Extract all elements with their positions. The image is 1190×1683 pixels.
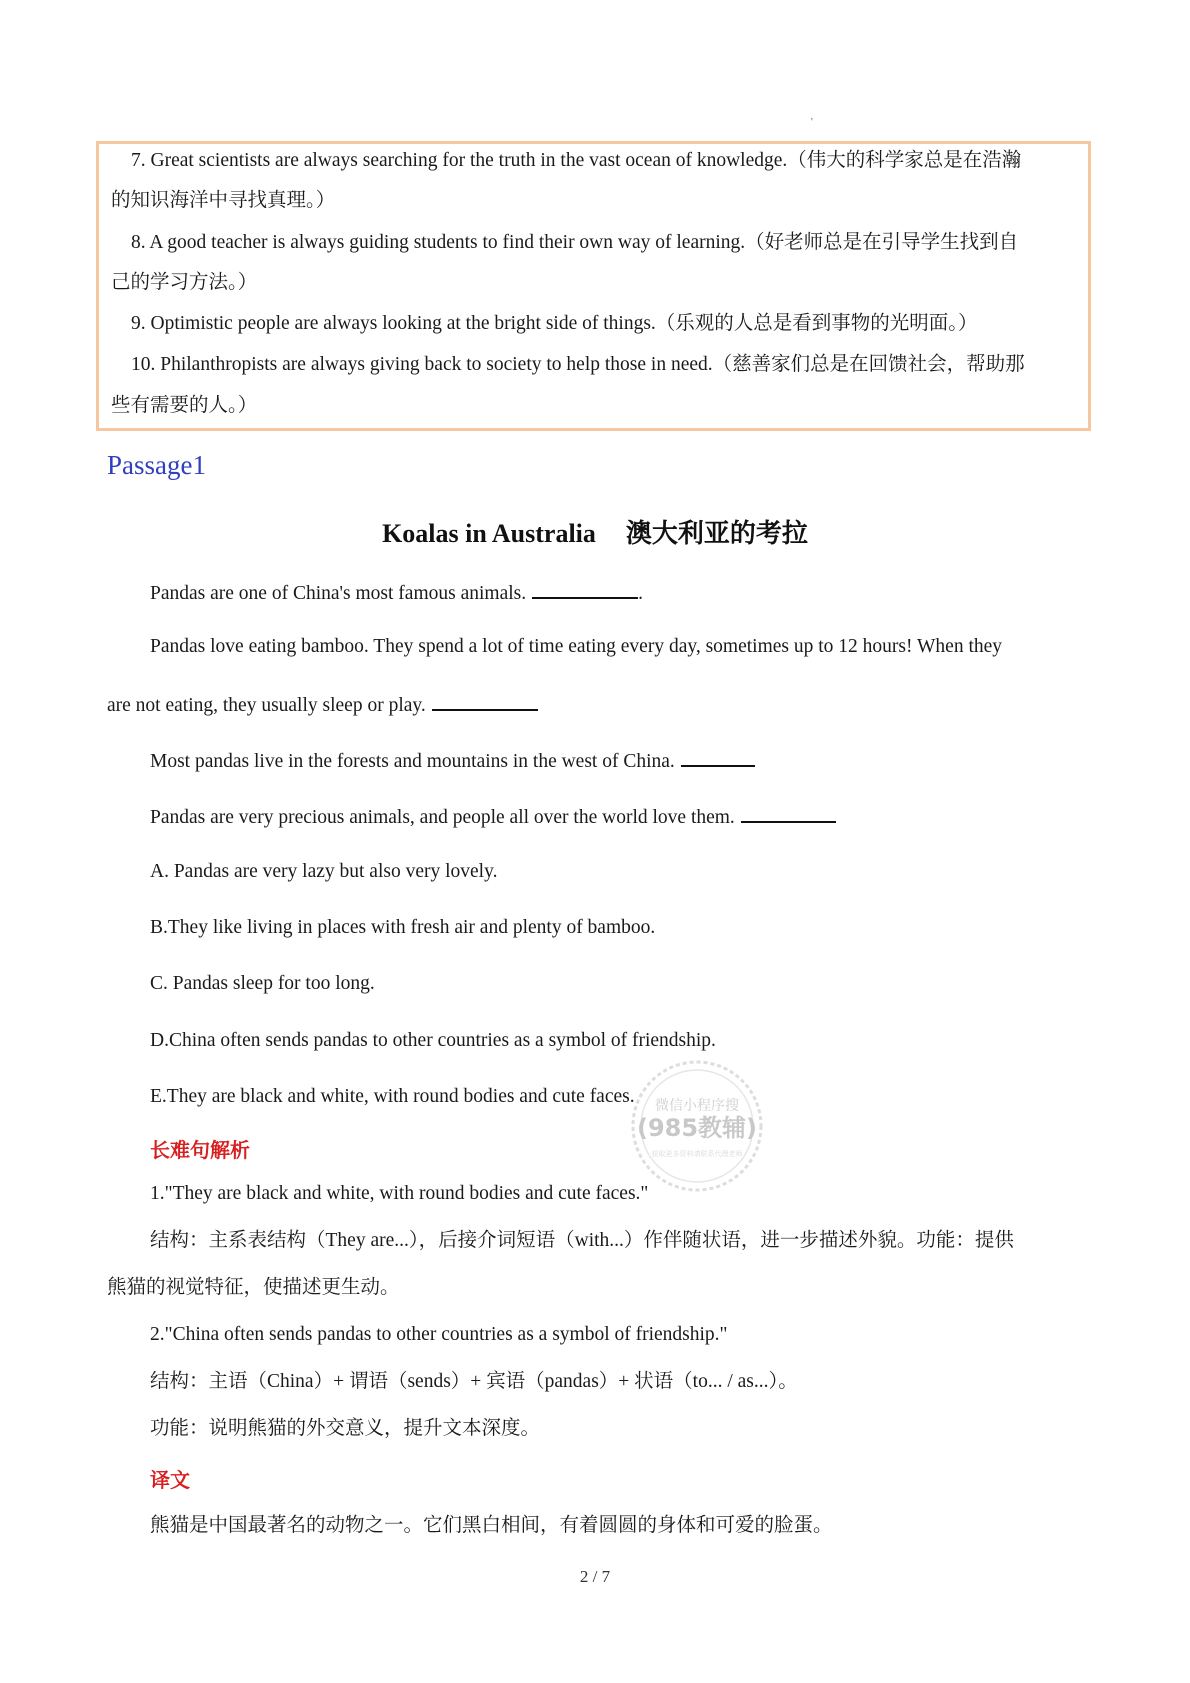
answer-blank[interactable] (681, 747, 755, 767)
watermark-line-3: 获取更多资料请联系代理老师 (651, 1150, 743, 1158)
paragraph-2-line-1: Pandas love eating bamboo. They spend a lot of time eating every day, sometimes up to 12 hours! When they (150, 636, 1003, 657)
analysis-function-2: 功能：说明熊猫的外交意义，提升文本深度。 (150, 1418, 541, 1439)
passage-title (0, 513, 1190, 550)
page-number: 2 / 7 (579, 1567, 611, 1586)
paragraph-4 (150, 803, 836, 830)
paragraph-text: Pandas are one of China's most famous animals. (150, 583, 527, 604)
analysis-sentence-1: 1."They are black and white, with round bodies and cute faces." (150, 1183, 649, 1204)
passage-heading: Passage1 (107, 450, 206, 480)
option-e: E.They are black and white, with round bodies and cute faces. (150, 1086, 635, 1107)
paragraph-text: are not eating, they usually sleep or play. (107, 695, 426, 716)
answer-blank[interactable] (741, 803, 836, 823)
example-sentences-box (96, 141, 1091, 431)
title-english: Koalas in Australia (382, 519, 596, 548)
watermark-line-2: (985教辅) (636, 1114, 758, 1142)
box-line: 8. A good teacher is always guiding students to find their own way of learning.（好老师总是在引导学生找到自 (131, 232, 1019, 253)
paragraph-1 (150, 579, 643, 606)
paragraph-3 (150, 747, 755, 774)
top-mark: ' (811, 117, 813, 128)
analysis-structure-2: 结构：主语（China）+ 谓语（sends）+ 宾语（pandas）+ 状语（to... / as...）。 (150, 1371, 798, 1392)
box-line: 的知识海洋中寻找真理。） (111, 190, 336, 211)
answer-blank[interactable] (432, 691, 538, 711)
analysis-heading: 长难句解析 (150, 1140, 250, 1162)
paragraph-end: . (638, 583, 643, 604)
box-line: 10. Philanthropists are always giving back to society to help those in need.（慈善家们总是在回馈社会，帮助那 (131, 354, 1025, 375)
option-d: D.China often sends pandas to other countries as a symbol of friendship. (150, 1030, 716, 1051)
option-a: A. Pandas are very lazy but also very lovely. (150, 861, 498, 882)
analysis-structure-1-line-1: 结构：主系表结构（They are...），后接介词短语（with...）作伴随状语，进一步描述外貌。功能：提供 (150, 1230, 1014, 1251)
translation-heading: 译文 (150, 1470, 190, 1492)
analysis-sentence-2: 2."China often sends pandas to other countries as a symbol of friendship." (150, 1324, 728, 1345)
box-line: 些有需要的人。） (111, 395, 258, 416)
watermark-line-1: 微信小程序搜 (655, 1098, 739, 1114)
box-line: 9. Optimistic people are always looking at the bright side of things.（乐观的人总是看到事物的光明面。） (131, 313, 978, 334)
watermark-stamp-icon (622, 1058, 772, 1194)
answer-blank[interactable] (532, 579, 638, 599)
option-b: B.They like living in places with fresh air and plenty of bamboo. (150, 917, 656, 938)
paragraph-text: Pandas are very precious animals, and people all over the world love them. (150, 807, 735, 828)
title-chinese: 澳大利亚的考拉 (625, 519, 808, 548)
box-line: 7. Great scientists are always searching for the truth in the vast ocean of knowledge.（伟大的科学家总是在浩瀚 (131, 150, 1022, 171)
box-line: 己的学习方法。） (111, 272, 258, 293)
paragraph-text: Most pandas live in the forests and mountains in the west of China. (150, 751, 675, 772)
translation-line-1: 熊猫是中国最著名的动物之一。它们黑白相间，有着圆圆的身体和可爱的脸蛋。 (150, 1515, 833, 1536)
paragraph-2-line-2 (107, 691, 538, 718)
option-c: C. Pandas sleep for too long. (150, 973, 375, 994)
analysis-structure-1-line-2: 熊猫的视觉特征，使描述更生动。 (107, 1277, 400, 1298)
